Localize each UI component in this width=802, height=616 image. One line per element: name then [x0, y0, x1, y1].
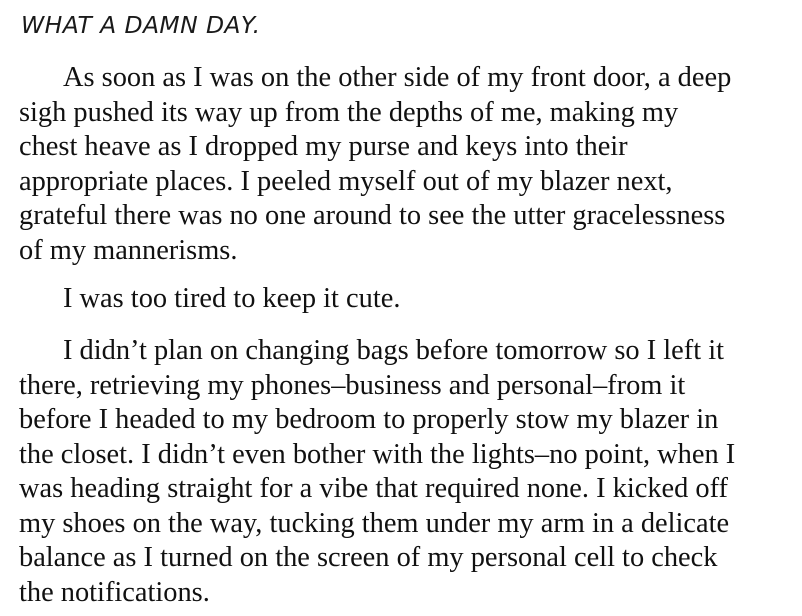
text-line: balance as I turned on the screen of my personal cell to check	[19, 542, 718, 573]
text-line: grateful there was no one around to see the utter gracelessness	[19, 200, 726, 231]
text-line: my shoes on the way, tucking them under my arm in a delicate	[19, 507, 730, 539]
text-line: I was too tired to keep it cute.	[63, 283, 401, 314]
text-line: before I headed to my bedroom to properly stow my blazer in	[19, 404, 719, 435]
paragraph-3	[19, 334, 735, 610]
paragraph-1	[19, 61, 731, 268]
text-line: the notifications.	[19, 576, 210, 608]
text-line: there, retrieving my phones–business and personal–from it	[19, 369, 686, 401]
chapter-heading: WHAT A DAMN DAY.	[21, 11, 261, 39]
text-line: of my mannerisms.	[19, 234, 238, 266]
text-line: was heading straight for a vibe that required none. I kicked off	[19, 473, 729, 504]
text-line: chest heave as I dropped my purse and keys into their	[19, 131, 628, 162]
text-line: appropriate places. I peeled myself out of my blazer next,	[19, 165, 673, 197]
text-line: As soon as I was on the other side of my front door, a deep	[63, 62, 732, 93]
paragraph-2	[19, 282, 400, 317]
text-line: the closet. I didn’t even bother with the lights–no point, when I	[19, 438, 736, 470]
text-line: sigh pushed its way up from the depths of me, making my	[19, 96, 679, 128]
text-line: I didn’t plan on changing bags before tomorrow so I left it	[63, 335, 724, 366]
